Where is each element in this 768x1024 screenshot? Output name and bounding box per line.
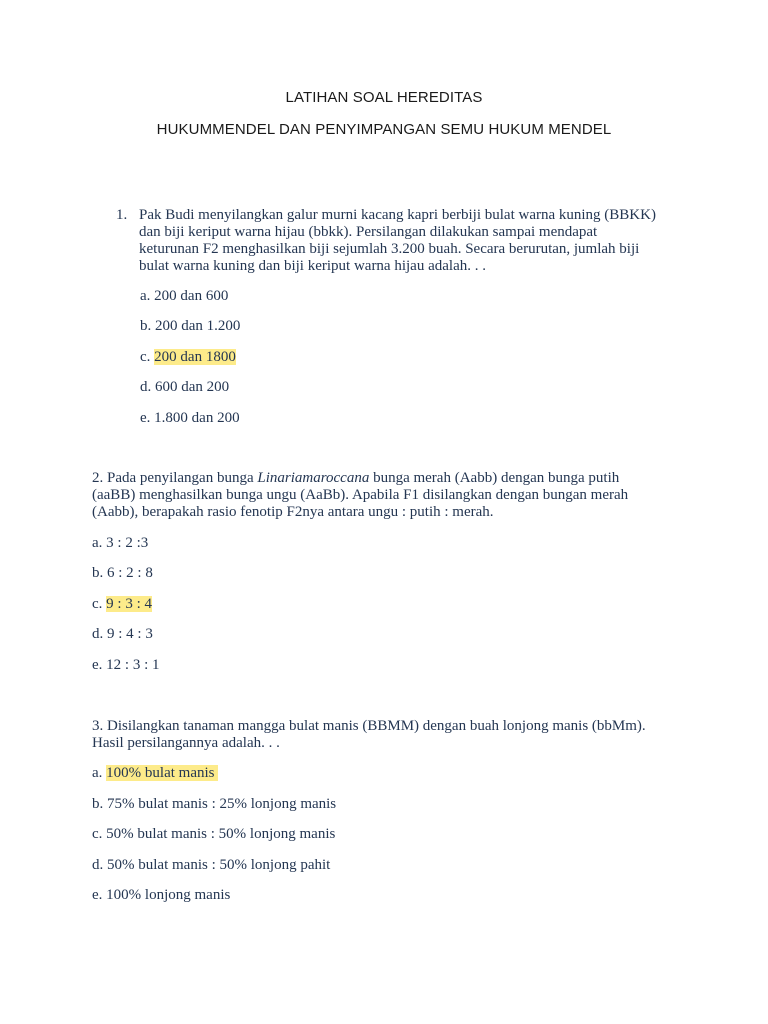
option-text-highlighted: 200 dan 1800 bbox=[154, 349, 236, 365]
question-2-line-1-pre: 2. Pada penyilangan bunga bbox=[92, 470, 258, 486]
question-1-option-d bbox=[140, 379, 229, 396]
option-text: 12 : 3 : 1 bbox=[106, 657, 160, 673]
option-prefix: e. bbox=[92, 887, 107, 903]
option-text: 6 : 2 : 8 bbox=[107, 565, 153, 581]
option-prefix: c. bbox=[92, 596, 107, 612]
option-prefix: c. bbox=[92, 826, 107, 842]
question-3-option-b bbox=[92, 796, 336, 813]
option-text-highlighted: 100% bulat manis bbox=[106, 765, 219, 781]
option-prefix: b. bbox=[140, 318, 155, 334]
option-prefix: b. bbox=[92, 565, 107, 581]
question-2-line-3: (Aabb), berapakah rasio fenotip F2nya antara ungu : putih : merah. bbox=[92, 504, 494, 520]
option-prefix: c. bbox=[140, 349, 155, 365]
question-1-number: 1. bbox=[116, 207, 128, 223]
option-prefix: a. bbox=[140, 288, 155, 304]
question-2-line-1-post: bunga merah (Aabb) dengan bunga putih bbox=[369, 470, 620, 486]
option-prefix: e. bbox=[92, 657, 107, 673]
option-prefix: d. bbox=[140, 379, 155, 395]
option-prefix: d. bbox=[92, 857, 107, 873]
question-2-option-a bbox=[92, 535, 148, 552]
question-1-option-a bbox=[140, 288, 228, 305]
option-text: 600 dan 200 bbox=[155, 379, 230, 395]
question-2-option-c bbox=[92, 596, 152, 613]
question-1-line-2: dan biji keriput warna hijau (bbkk). Persilangan dilakukan sampai mendapat bbox=[139, 224, 598, 240]
option-prefix: a. bbox=[92, 765, 107, 781]
option-text: 1.800 dan 200 bbox=[154, 410, 240, 426]
option-text: 200 dan 1.200 bbox=[155, 318, 241, 334]
species-name: Linariamaroccana bbox=[257, 470, 370, 486]
question-2-option-e bbox=[92, 657, 160, 674]
document-title: LATIHAN SOAL HEREDITAS bbox=[285, 89, 483, 106]
document-subtitle: HUKUMMENDEL DAN PENYIMPANGAN SEMU HUKUM MENDEL bbox=[156, 121, 612, 138]
question-1-option-b bbox=[140, 318, 240, 335]
question-3-option-c bbox=[92, 826, 335, 843]
question-3-option-e bbox=[92, 887, 230, 904]
option-text: 100% lonjong manis bbox=[106, 887, 231, 903]
option-prefix: a. bbox=[92, 535, 107, 551]
question-1-option-c bbox=[140, 349, 236, 366]
question-1-option-e bbox=[140, 410, 240, 427]
question-3-line-2: Hasil persilangannya adalah. . . bbox=[92, 735, 280, 751]
question-1-line-1: Pak Budi menyilangkan galur murni kacang kapri berbiji bulat warna kuning (BBKK) bbox=[139, 207, 656, 223]
question-2-option-b bbox=[92, 565, 153, 582]
question-1-line-4: bulat warna kuning dan biji keriput warna hijau adalah. . . bbox=[139, 258, 486, 274]
option-text: 3 : 2 :3 bbox=[106, 535, 149, 551]
option-text: 50% bulat manis : 50% lonjong pahit bbox=[107, 857, 331, 873]
option-text: 75% bulat manis : 25% lonjong manis bbox=[107, 796, 337, 812]
option-text: 200 dan 600 bbox=[154, 288, 229, 304]
question-1-line-3: keturunan F2 menghasilkan biji sejumlah 3.200 buah. Secara berurutan, jumlah biji bbox=[139, 241, 640, 257]
option-prefix: b. bbox=[92, 796, 107, 812]
question-2-option-d bbox=[92, 626, 153, 643]
question-2-line-1 bbox=[92, 470, 619, 487]
option-text-highlighted: 9 : 3 : 4 bbox=[106, 596, 153, 612]
question-2-line-2: (aaBB) menghasilkan bunga ungu (AaBb). Apabila F1 disilangkan dengan bungan merah bbox=[92, 487, 629, 503]
option-prefix: d. bbox=[92, 626, 107, 642]
question-3-option-d bbox=[92, 857, 330, 874]
option-text: 9 : 4 : 3 bbox=[107, 626, 153, 642]
option-prefix: e. bbox=[140, 410, 155, 426]
option-text: 50% bulat manis : 50% lonjong manis bbox=[106, 826, 336, 842]
question-3-line-1: 3. Disilangkan tanaman mangga bulat manis (BBMM) dengan buah lonjong manis (bbMm). bbox=[92, 718, 646, 734]
question-3-option-a bbox=[92, 765, 218, 782]
